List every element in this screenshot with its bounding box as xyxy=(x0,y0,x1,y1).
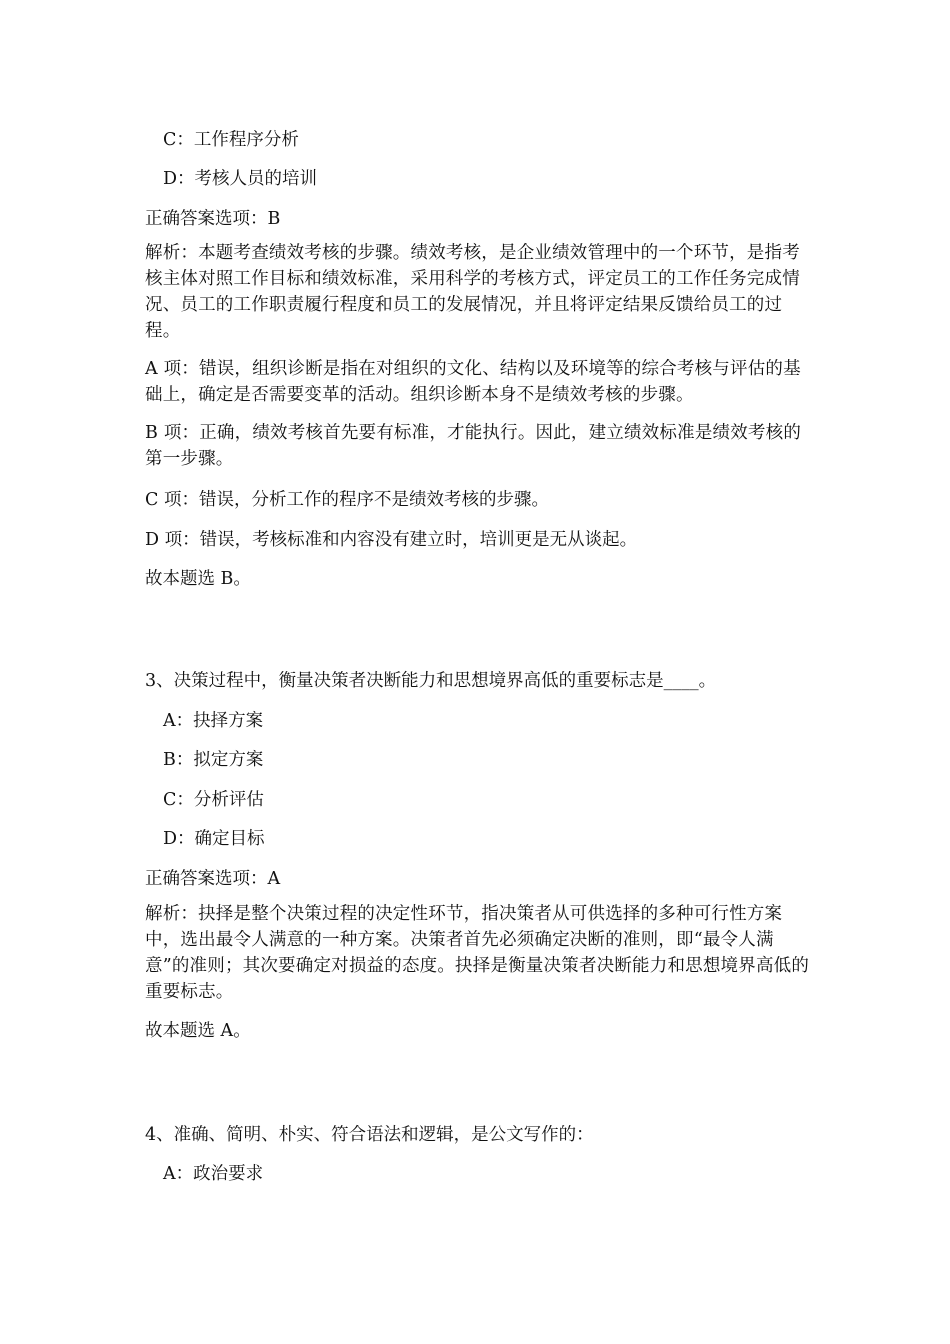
q3-option-a: A：抉择方案 xyxy=(163,711,264,731)
q3-analysis: 解析：抉择是整个决策过程的决定性环节，指决策者从可供选择的多种可行性方案中，选出最令人满意的一种方案。决策者首先必须确定决断的准则，即“最令人满意”的准则；其次要确定对损益的态度。抉择是衡量决策者决断能力和思想境界高低的重要标志。 xyxy=(145,904,810,1002)
q2-conclusion: 故本题选 B。 xyxy=(145,569,251,589)
q3-question: 3、决策过程中，衡量决策者决断能力和思想境界高低的重要标志是____。 xyxy=(145,671,717,691)
q3-option-b: B：拟定方案 xyxy=(163,750,264,770)
q4-option-a: A：政治要求 xyxy=(163,1164,264,1184)
q2-option-c: C：工作程序分析 xyxy=(163,130,299,150)
q2-item-b: B 项：正确，绩效考核首先要有标准，才能执行。因此，建立绩效标准是绩效考核的第一步骤。 xyxy=(145,423,802,469)
q2-item-c: C 项：错误，分析工作的程序不是绩效考核的步骤。 xyxy=(145,490,549,510)
q2-item-d: D 项：错误，考核标准和内容没有建立时，培训更是无从谈起。 xyxy=(145,530,638,550)
q2-analysis: 解析：本题考查绩效考核的步骤。绩效考核，是企业绩效管理中的一个环节，是指考核主体对照工作目标和绩效标准，采用科学的考核方式，评定员工的工作任务完成情况、员工的工作职责履行程度和员工的发展情况，并且将评定结果反馈给员工的过程。 xyxy=(145,243,800,341)
q2-answer: 正确答案选项：B xyxy=(145,209,281,229)
q3-answer: 正确答案选项：A xyxy=(145,869,281,889)
q4-question: 4、准确、简明、朴实、符合语法和逻辑，是公文写作的： xyxy=(145,1125,594,1145)
q3-option-c: C：分析评估 xyxy=(163,790,264,810)
q2-item-a: A 项：错误，组织诊断是指在对组织的文化、结构以及环境等的综合考核与评估的基础上，确定是否需要变革的活动。组织诊断本身不是绩效考核的步骤。 xyxy=(145,359,801,405)
q3-conclusion: 故本题选 A。 xyxy=(145,1021,251,1041)
q2-option-d: D：考核人员的培训 xyxy=(163,169,318,189)
q3-option-d: D：确定目标 xyxy=(163,829,265,849)
